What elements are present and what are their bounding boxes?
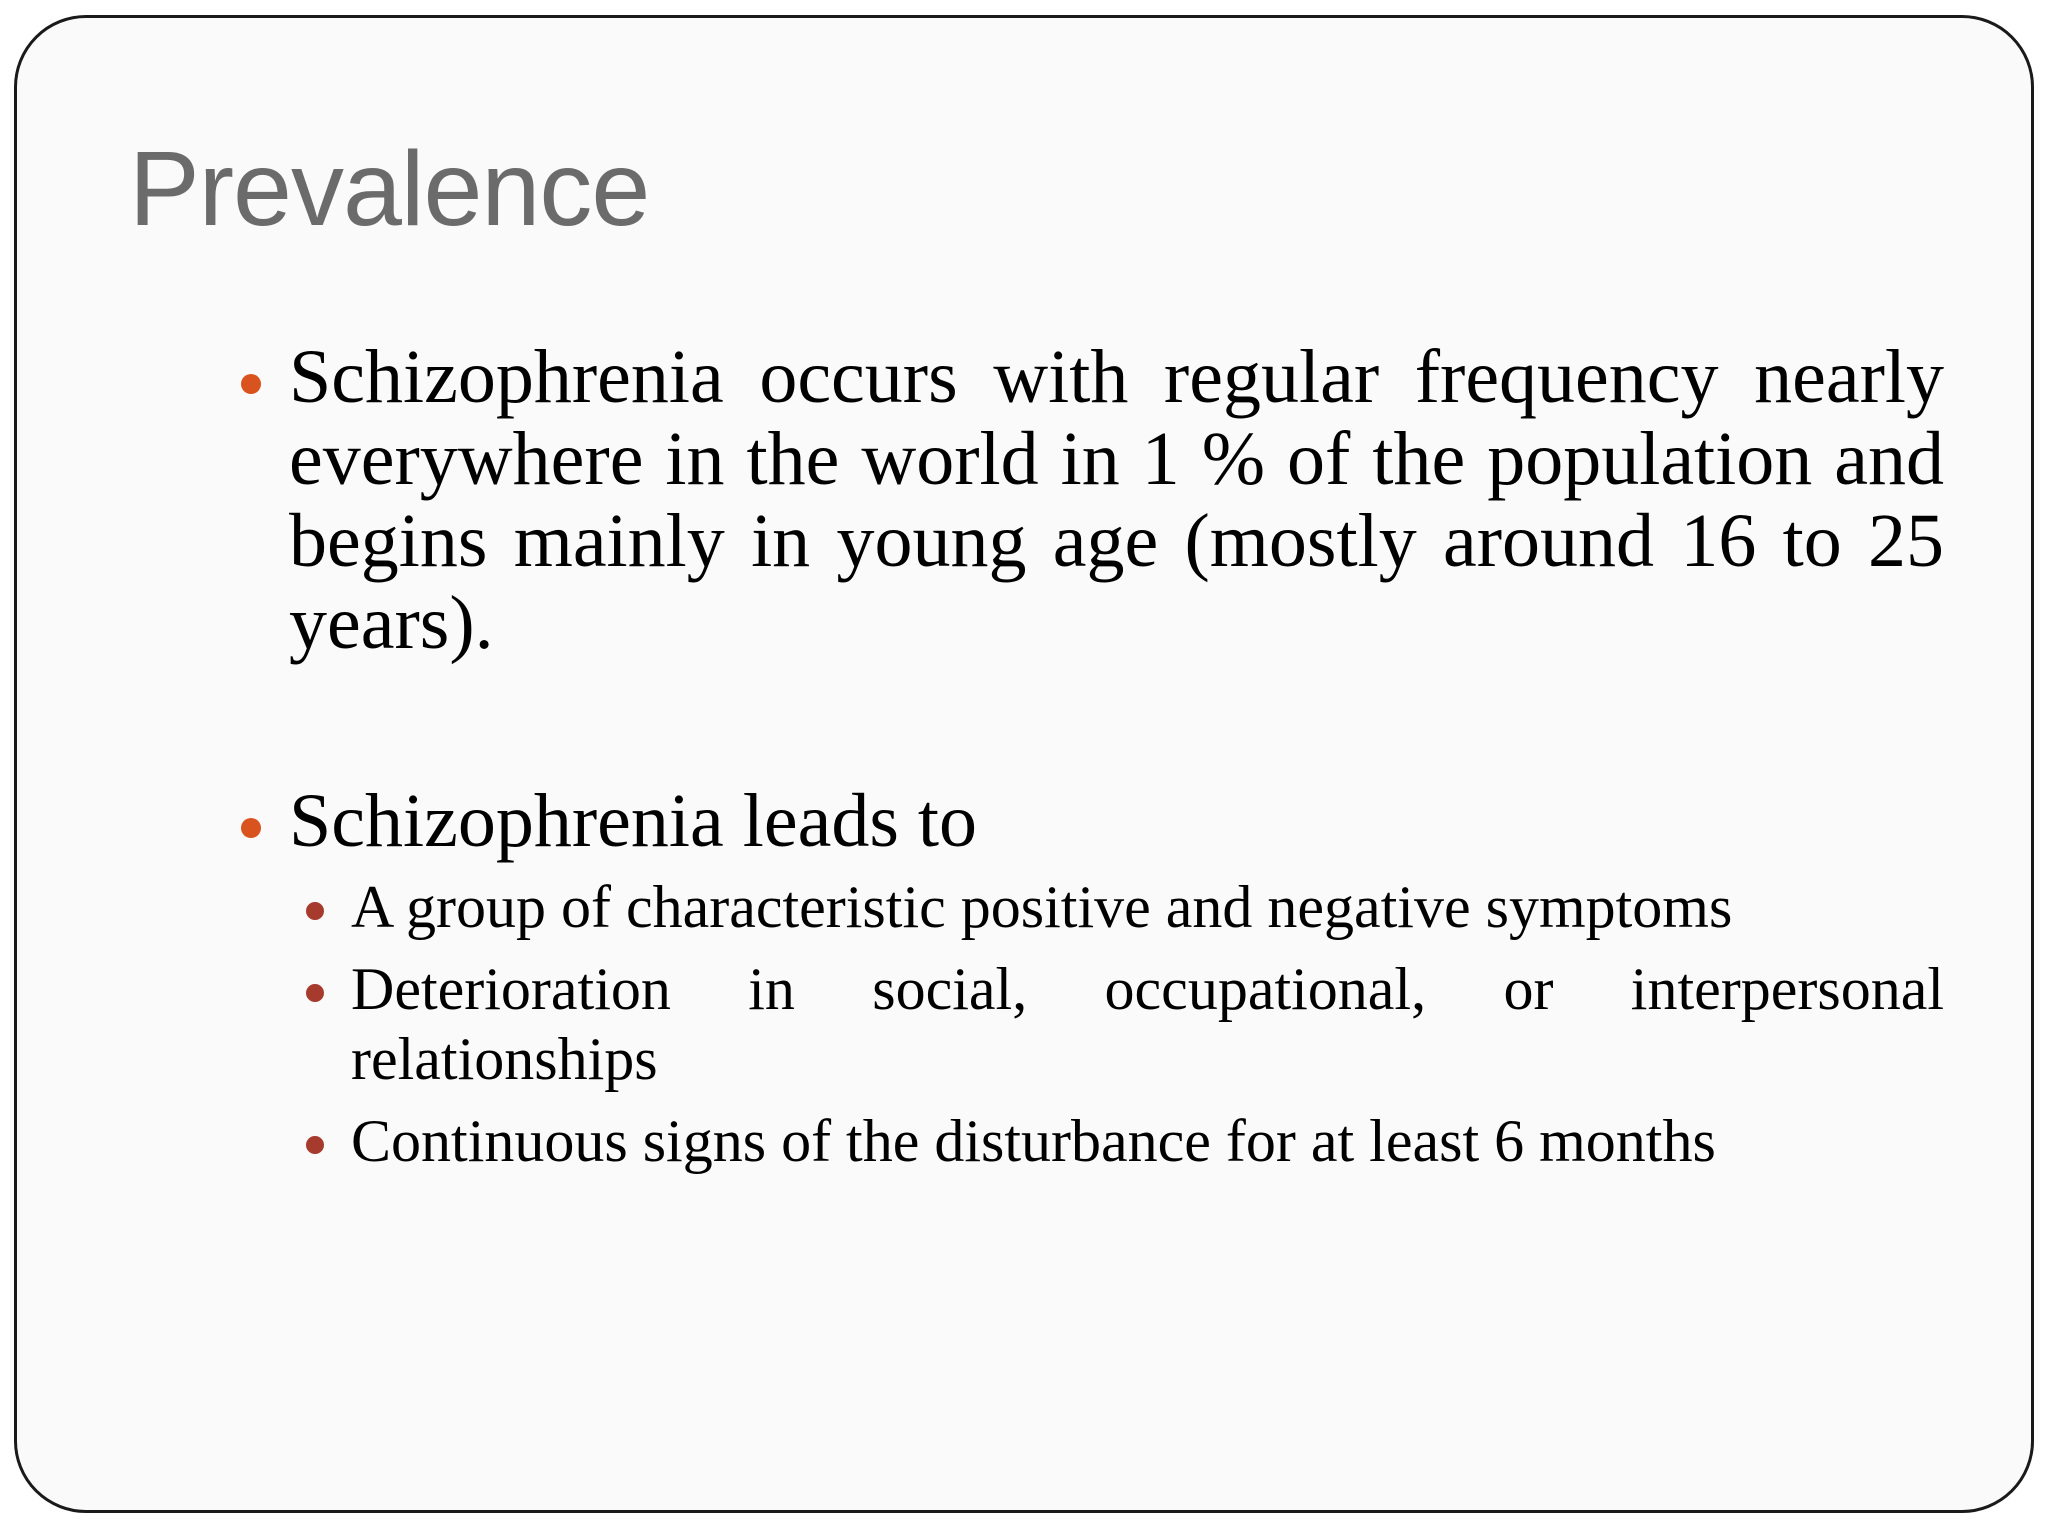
sub-bullet-text: A group of characteristic positive and negative symptoms <box>351 874 1733 940</box>
slide-content <box>289 336 1944 1188</box>
sub-bullet-dot-icon <box>306 984 324 1002</box>
sub-bullet-deterioration <box>351 954 1944 1094</box>
slide-frame <box>14 15 2034 1513</box>
bullet-dot-icon <box>241 374 261 394</box>
bullet-leads-to <box>289 780 1944 862</box>
bullet-text: Schizophrenia leads to <box>289 779 978 863</box>
sub-bullet-dot-icon <box>306 902 324 920</box>
bullet-prevalence <box>289 336 1944 664</box>
sub-bullet-symptoms <box>351 872 1944 942</box>
spacer <box>289 664 1944 780</box>
sub-bullet-duration <box>351 1106 1944 1176</box>
slide-title: Prevalence <box>129 130 650 248</box>
sub-bullet-dot-icon <box>306 1136 324 1154</box>
sub-bullet-text: Deterioration in social, occupational, or interpersonal relationships <box>351 956 1944 1092</box>
bullet-text: Schizophrenia occurs with regular frequency nearly everywhere in the world in 1 % of the population and begins mainly in young age (mostly around 16 to 25 years). <box>289 335 1944 665</box>
sub-bullet-list <box>289 872 1944 1176</box>
bullet-dot-icon <box>241 818 261 838</box>
sub-bullet-text: Continuous signs of the disturbance for at least 6 months <box>351 1108 1716 1174</box>
